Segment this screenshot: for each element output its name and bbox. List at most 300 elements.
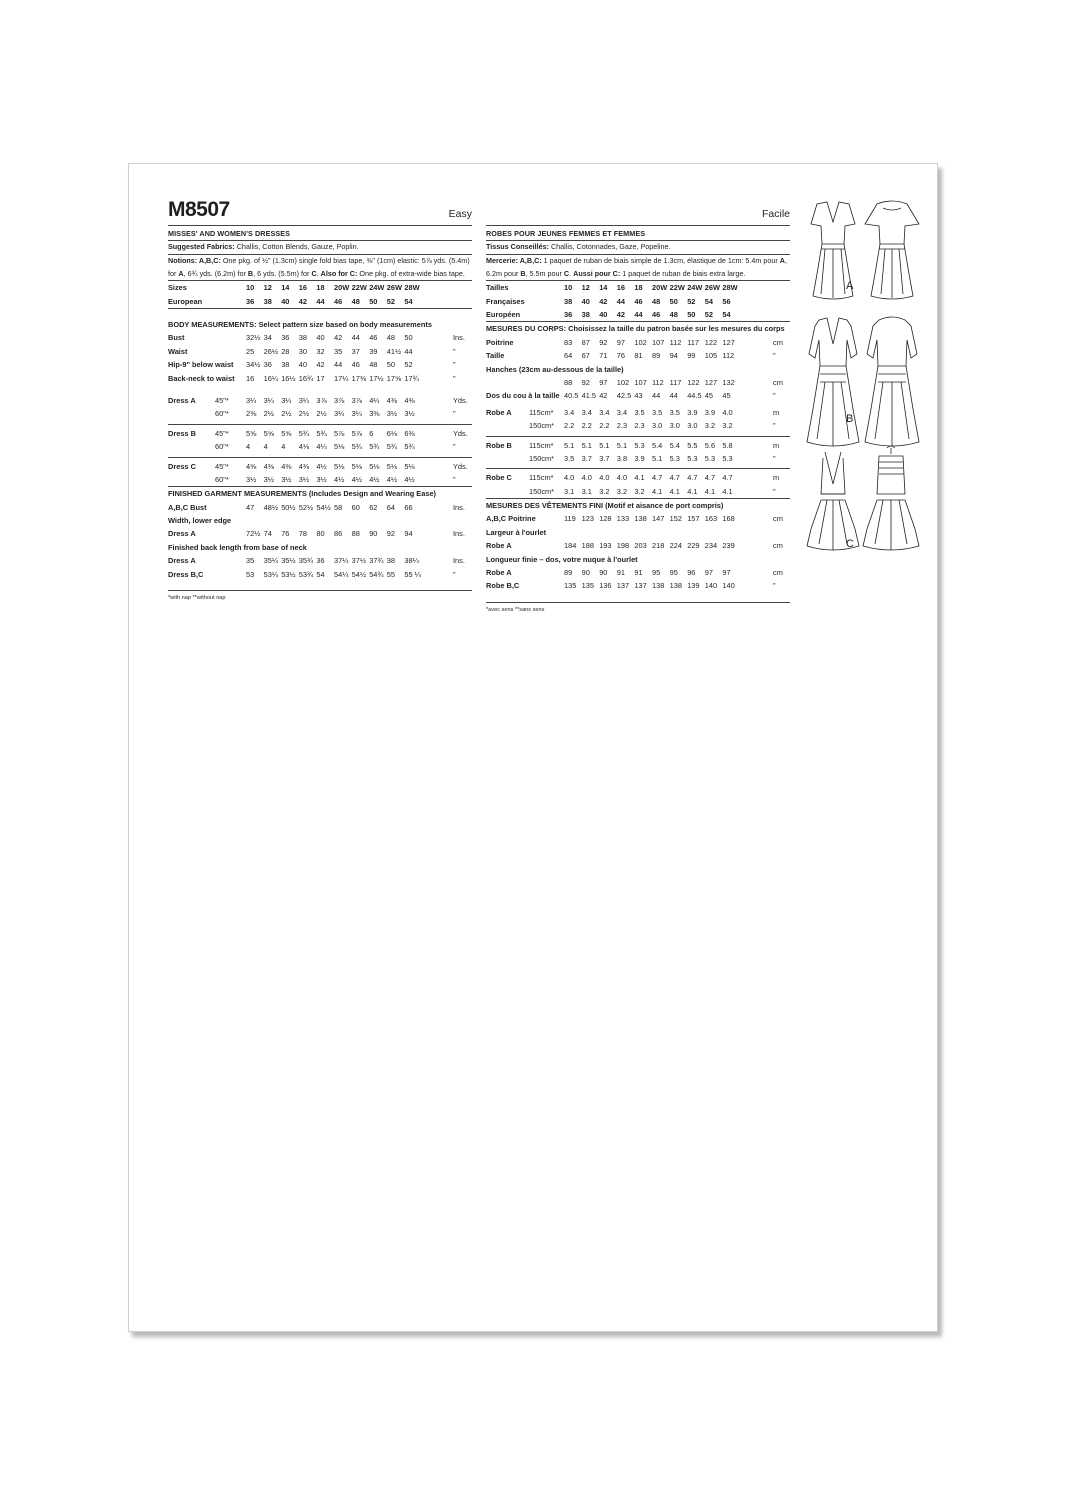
table-row (486, 336, 790, 349)
row-label: Robe B,C (486, 581, 520, 591)
table-row (486, 471, 790, 484)
table-cell: 40 (298, 360, 308, 370)
french-title: ROBES POUR JEUNES FEMMES ET FEMMES (486, 226, 790, 241)
table-cell: 3⅞ (316, 395, 327, 405)
table-cell: 127 (704, 377, 718, 387)
table-row (168, 281, 472, 294)
table-cell: 4 (263, 442, 268, 452)
table-cell: 53 (246, 569, 255, 579)
table-cell: 140 (722, 581, 735, 591)
table-cell: 4 (246, 442, 251, 452)
table-cell: 17½ (369, 373, 384, 383)
unit-label: " (773, 486, 776, 496)
fabric-width: 150cm* (529, 453, 555, 463)
table-cell: 3.4 (599, 407, 610, 417)
table-row (168, 460, 472, 473)
table-cell: 16 (298, 283, 308, 293)
table-cell: 5.1 (599, 440, 610, 450)
table-row (486, 376, 790, 389)
unit-label: " (773, 581, 776, 591)
table-cell: 92 (386, 529, 396, 539)
table-cell: 90 (369, 529, 378, 539)
french-footnote: *avec sens **sans sens (486, 606, 545, 613)
table-cell: 5¾ (386, 442, 398, 452)
table-cell: 48 (669, 309, 678, 319)
table-cell: 135 (564, 581, 577, 591)
table-row (168, 473, 472, 486)
unit-label: cm (773, 337, 783, 347)
table-cell: 54 (404, 296, 413, 306)
table-row (486, 439, 790, 452)
english-finished-heading: FINISHED GARMENT MEASUREMENTS (Includes Design and Wearing Ease) (168, 489, 437, 499)
row-label: Poitrine (486, 337, 514, 347)
table-cell: 37¾ (369, 556, 384, 566)
english-fabrics (168, 241, 472, 254)
table-cell: 5¾ (369, 442, 380, 452)
table-cell: 2⅜ (246, 409, 257, 419)
table-cell: 40 (281, 296, 290, 306)
table-cell: 32 (316, 346, 325, 356)
table-cell: 17⅜ (351, 373, 366, 383)
french-body-table (486, 336, 790, 363)
french-hip-heading: Hanches (23cm au-dessous de la taille) (486, 364, 624, 374)
table-cell: 42 (599, 296, 608, 306)
english-footnote: *with nap **without nap (168, 595, 226, 602)
table-cell: 137 (634, 581, 647, 591)
table-cell: 46 (334, 296, 343, 306)
table-cell: 88 (351, 529, 360, 539)
table-cell: 4¼ (369, 395, 380, 405)
table-cell: 66 (404, 502, 413, 512)
table-cell: 4⅜ (404, 395, 415, 405)
row-label: Taille (486, 351, 505, 361)
unit-label: cm (773, 514, 783, 524)
table-cell: 4½ (334, 474, 345, 484)
table-cell: 67 (581, 351, 590, 361)
fabric-width: 115cm* (529, 407, 554, 417)
english-width-heading: Width, lower edge (168, 516, 232, 526)
table-cell: 4¼ (316, 442, 327, 452)
table-cell: 48½ (263, 502, 278, 512)
table-cell: 16 (246, 373, 255, 383)
table-cell: 3¼ (298, 395, 310, 405)
table-cell: 163 (704, 514, 718, 524)
row-label: A,B,C Bust (168, 502, 207, 512)
table-cell: 4.7 (652, 473, 663, 483)
row-label: Robe A (486, 407, 512, 417)
table-cell: 184 (564, 541, 577, 551)
table-cell: 5.3 (669, 453, 680, 463)
table-cell: 5.3 (687, 453, 698, 463)
table-cell: 54 (316, 569, 325, 579)
table-cell: 54½ (351, 569, 366, 579)
table-cell: 3¼ (263, 395, 274, 405)
table-cell: 44 (634, 309, 643, 319)
table-cell: 48 (351, 296, 360, 306)
table-cell: 46 (369, 333, 378, 343)
row-label: Dos du cou à la taille (486, 391, 560, 401)
table-cell: 48 (369, 360, 378, 370)
table-cell: 3.7 (581, 453, 592, 463)
table-row (168, 394, 472, 407)
table-cell: 44 (404, 346, 413, 356)
english-size-table (168, 281, 472, 308)
table-cell: 3.5 (669, 407, 680, 417)
table-cell: 40 (316, 333, 325, 343)
fabric-width: 60"* (215, 409, 229, 419)
table-cell: 76 (281, 529, 290, 539)
table-cell: 112 (722, 351, 735, 361)
table-cell: 16 (616, 283, 626, 293)
table-cell: 99 (687, 351, 696, 361)
english-finished-bust (168, 501, 472, 514)
table-cell: 44 (351, 333, 360, 343)
table-cell: 102 (634, 337, 647, 347)
fabric-width: 45"* (215, 461, 229, 471)
french-fabrics-label: Tissus Conseillés: (486, 242, 549, 252)
table-cell: 107 (634, 377, 647, 387)
table-cell: 117 (687, 337, 699, 347)
table-cell: 38 (386, 556, 396, 566)
table-cell: 5⅛ (369, 461, 380, 471)
table-cell: 4.1 (652, 486, 663, 496)
table-cell: 5⅞ (334, 428, 345, 438)
row-label: Tailles (486, 283, 509, 293)
table-row (168, 358, 472, 371)
table-cell: 90 (581, 568, 590, 578)
table-cell: 17⅝ (386, 373, 402, 383)
table-cell: 17 (316, 373, 325, 383)
table-cell: 147 (652, 514, 665, 524)
table-cell: 50½ (281, 502, 296, 512)
table-cell: 60 (351, 502, 360, 512)
table-cell: 47 (246, 502, 255, 512)
fabric-width: 150cm* (529, 421, 555, 431)
fabric-width: 60"* (215, 442, 229, 452)
table-cell: 5.8 (722, 440, 733, 450)
table-cell: 5.4 (669, 440, 680, 450)
table-cell: 17¾ (404, 373, 419, 383)
table-cell: 36 (246, 296, 255, 306)
table-cell: 78 (298, 529, 308, 539)
table-cell: 203 (634, 541, 647, 551)
table-cell: 136 (599, 581, 612, 591)
table-row (486, 349, 790, 362)
table-cell: 26W (704, 283, 720, 293)
table-cell: 137 (616, 581, 630, 591)
table-cell: 2½ (281, 409, 292, 419)
table-cell: 50 (369, 296, 378, 306)
pattern-sheet (128, 163, 938, 1332)
table-cell: 97 (704, 568, 714, 578)
table-cell: 42 (298, 296, 308, 306)
row-label: Hip-9" below waist (168, 360, 234, 370)
table-cell: 20W (334, 283, 350, 293)
table-cell: 5.6 (704, 440, 716, 450)
table-cell: 17¼ (334, 373, 349, 383)
table-cell: 5⅛ (386, 461, 398, 471)
unit-label: " (453, 474, 456, 484)
table-cell: 168 (722, 514, 735, 524)
table-row (486, 452, 790, 465)
table-cell: 74 (263, 529, 272, 539)
table-cell: 42 (616, 309, 626, 319)
french-fabrics (486, 241, 790, 254)
english-finished-length (168, 554, 472, 581)
table-cell: 5¾ (404, 442, 415, 452)
table-cell: 5.1 (564, 440, 575, 450)
table-cell: 5¾ (298, 428, 310, 438)
table-cell: 50 (669, 296, 678, 306)
table-cell: 24W (369, 283, 385, 293)
table-cell: 43 (634, 391, 643, 401)
table-cell: 16¾ (298, 373, 314, 383)
view-b-back-drawing (865, 317, 919, 446)
table-cell: 3.2 (722, 421, 733, 431)
row-label: European (168, 296, 203, 306)
table-cell: 3.0 (687, 421, 698, 431)
table-cell: 12 (263, 283, 272, 293)
fabrics-text: Challis, Cotton Blends, Gauze, Poplin. (236, 242, 359, 252)
row-label: Robe A (486, 541, 512, 551)
table-cell: 50 (386, 360, 396, 370)
table-cell: 4.0 (581, 473, 592, 483)
row-label: Dress C (168, 461, 196, 471)
table-cell: 139 (687, 581, 700, 591)
table-cell: 54½ (316, 502, 331, 512)
table-cell: 3.5 (564, 453, 575, 463)
table-cell: 95 (652, 568, 661, 578)
table-cell: 42.5 (616, 391, 632, 401)
table-cell: 44 (334, 360, 343, 370)
french-length-heading: Longueur finie – dos, votre nuque à l'ourlet (486, 554, 638, 564)
french-back-neck-row (486, 389, 790, 402)
table-cell: 4.1 (704, 486, 716, 496)
row-label: Robe A (486, 568, 512, 578)
row-label: Waist (168, 346, 188, 356)
table-cell: 38 (263, 296, 272, 306)
table-cell: 4⅜ (246, 461, 257, 471)
table-cell: 83 (564, 337, 573, 347)
table-cell: 76 (616, 351, 626, 361)
table-cell: 16¼ (263, 373, 278, 383)
view-b-front-drawing (807, 318, 859, 446)
table-cell: 138 (634, 514, 647, 524)
table-cell: 35¼ (263, 556, 278, 566)
table-cell: 48 (386, 333, 396, 343)
table-cell: 96 (687, 568, 696, 578)
english-title: MISSES' AND WOMEN'S DRESSES (168, 226, 472, 241)
fabrics-label: Suggested Fabrics: (168, 242, 235, 252)
table-cell: 4.1 (669, 486, 680, 496)
unit-label: Ins. (453, 529, 465, 539)
table-cell: 92 (581, 377, 590, 387)
table-cell: 14 (599, 283, 608, 293)
table-cell: 4½ (404, 474, 415, 484)
table-cell: 46 (351, 360, 360, 370)
unit-label: Yds. (453, 461, 468, 471)
table-row (486, 419, 790, 432)
unit-label: " (773, 453, 776, 463)
table-cell: 5.5 (687, 440, 698, 450)
fabric-width: 150cm* (529, 486, 555, 496)
table-cell: 22W (669, 283, 685, 293)
table-cell: 4.7 (722, 473, 733, 483)
french-column (486, 204, 790, 614)
table-cell: 3.1 (581, 486, 592, 496)
table-cell: 4.0 (564, 473, 575, 483)
table-cell: 5.1 (581, 440, 592, 450)
french-width-heading: Largeur à l'ourlet (486, 527, 547, 537)
table-cell: 37¼ (334, 556, 349, 566)
table-cell: 117 (669, 377, 682, 387)
fabric-width: 45"* (215, 428, 229, 438)
table-row (168, 501, 472, 514)
english-column (168, 198, 472, 602)
table-cell: 92 (599, 337, 608, 347)
table-cell: 5⅛ (404, 461, 415, 471)
french-body-heading: MESURES DU CORPS: Choisissez la taille du patron basée sur les mesures du corps (486, 324, 785, 334)
table-cell: 3½ (246, 474, 257, 484)
table-cell: 34½ (246, 360, 261, 370)
row-label: Robe B (486, 440, 512, 450)
table-cell: 3½ (316, 474, 327, 484)
french-finished-length (486, 566, 790, 593)
table-cell: 42 (316, 360, 325, 370)
table-cell: 5¾ (316, 428, 327, 438)
table-cell: 36 (316, 556, 325, 566)
english-header (168, 198, 472, 226)
table-cell: 133 (616, 514, 630, 524)
table-cell: 2.2 (564, 421, 575, 431)
table-cell: 5.3 (704, 453, 716, 463)
table-cell: 90 (599, 568, 608, 578)
garment-illustrations (797, 194, 927, 554)
table-cell: 218 (652, 541, 665, 551)
table-cell: 5⅛ (334, 461, 345, 471)
table-cell: 45 (722, 391, 731, 401)
table-cell: 32½ (246, 333, 261, 343)
unit-label: " (773, 421, 776, 431)
fabric-width: 60"* (215, 474, 229, 484)
table-cell: 52 (704, 309, 714, 319)
table-cell: 4.7 (669, 473, 680, 483)
table-cell: 22W (351, 283, 367, 293)
table-cell: 97 (616, 337, 626, 347)
table-cell: 35½ (281, 556, 296, 566)
table-row (486, 295, 790, 308)
english-yardage-table (168, 394, 472, 486)
table-row (486, 281, 790, 294)
table-cell: 3¼ (281, 395, 292, 405)
table-cell: 97 (722, 568, 731, 578)
row-label: Dress B (168, 428, 196, 438)
table-cell: 224 (669, 541, 682, 551)
french-finished-bust (486, 512, 790, 525)
view-label-a: A (846, 280, 854, 292)
table-cell: 53¾ (298, 569, 314, 579)
row-label: A,B,C Poitrine (486, 514, 536, 524)
row-label: Robe C (486, 473, 512, 483)
table-cell: 3¼ (351, 409, 362, 419)
table-cell: 127 (722, 337, 735, 347)
unit-label: Yds. (453, 395, 468, 405)
table-cell: 4 (281, 442, 286, 452)
table-cell: 26½ (263, 346, 278, 356)
unit-label: " (453, 442, 456, 452)
french-size-table (486, 281, 790, 321)
table-row (486, 406, 790, 419)
table-cell: 4½ (316, 461, 327, 471)
table-cell: 135 (581, 581, 594, 591)
table-cell: 4½ (386, 474, 398, 484)
table-cell: 14 (281, 283, 290, 293)
table-row (486, 566, 790, 579)
table-cell: 10 (564, 283, 573, 293)
french-hip-row (486, 376, 790, 389)
table-cell: 5⅛ (334, 442, 345, 452)
table-cell: 28 (281, 346, 290, 356)
table-cell: 55 (386, 569, 396, 579)
table-cell: 41.5 (581, 391, 596, 401)
row-label: Bust (168, 333, 185, 343)
unit-label: Ins. (453, 333, 465, 343)
table-cell: 112 (652, 377, 664, 387)
unit-label: cm (773, 541, 783, 551)
table-cell: 3⅞ (334, 395, 345, 405)
table-row (168, 568, 472, 581)
table-cell: 80 (316, 529, 325, 539)
table-cell: 53¼ (263, 569, 278, 579)
table-cell: 4⅜ (281, 461, 292, 471)
table-cell: 54 (704, 296, 714, 306)
table-cell: 5.1 (652, 453, 663, 463)
french-yardage-table (486, 406, 790, 498)
french-notions: Mercerie: A,B,C: 1 paquet de ruban de biais simple de 1.3cm, élastique de 1cm: 5.4m pour A, 6.2m pour B, 5.5m pour C. Aussi pour C: 1 paquet de ruban de biais extra large. (486, 256, 787, 278)
table-cell: 6⅛ (386, 428, 398, 438)
table-cell: 50 (687, 309, 696, 319)
table-cell: 102 (616, 377, 630, 387)
table-cell: 39 (369, 346, 378, 356)
table-row (168, 372, 472, 385)
table-cell: 123 (581, 514, 594, 524)
table-row (168, 427, 472, 440)
table-cell: 3.8 (616, 453, 628, 463)
table-cell: 37 (351, 346, 360, 356)
table-cell: 18 (316, 283, 325, 293)
table-cell: 239 (722, 541, 735, 551)
table-cell: 88 (564, 377, 573, 387)
table-cell: 3½ (281, 474, 292, 484)
table-cell: 4⅛ (298, 442, 310, 452)
view-label-b: B (846, 413, 854, 425)
table-cell: 34 (263, 333, 272, 343)
table-cell: 3.1 (564, 486, 575, 496)
pattern-number: M8507 (168, 198, 230, 221)
table-cell: 4⅜ (298, 461, 310, 471)
table-cell: 6 (369, 428, 374, 438)
table-row (168, 440, 472, 453)
table-cell: 234 (704, 541, 718, 551)
table-cell: 44 (669, 391, 678, 401)
view-c-front-drawing (807, 452, 859, 550)
english-length-heading: Finished back length from base of neck (168, 542, 307, 552)
unit-label: cm (773, 568, 783, 578)
table-cell: 20W (652, 283, 668, 293)
table-cell: 5.3 (634, 440, 645, 450)
table-cell: 91 (616, 568, 626, 578)
view-label-c: C (846, 538, 854, 550)
